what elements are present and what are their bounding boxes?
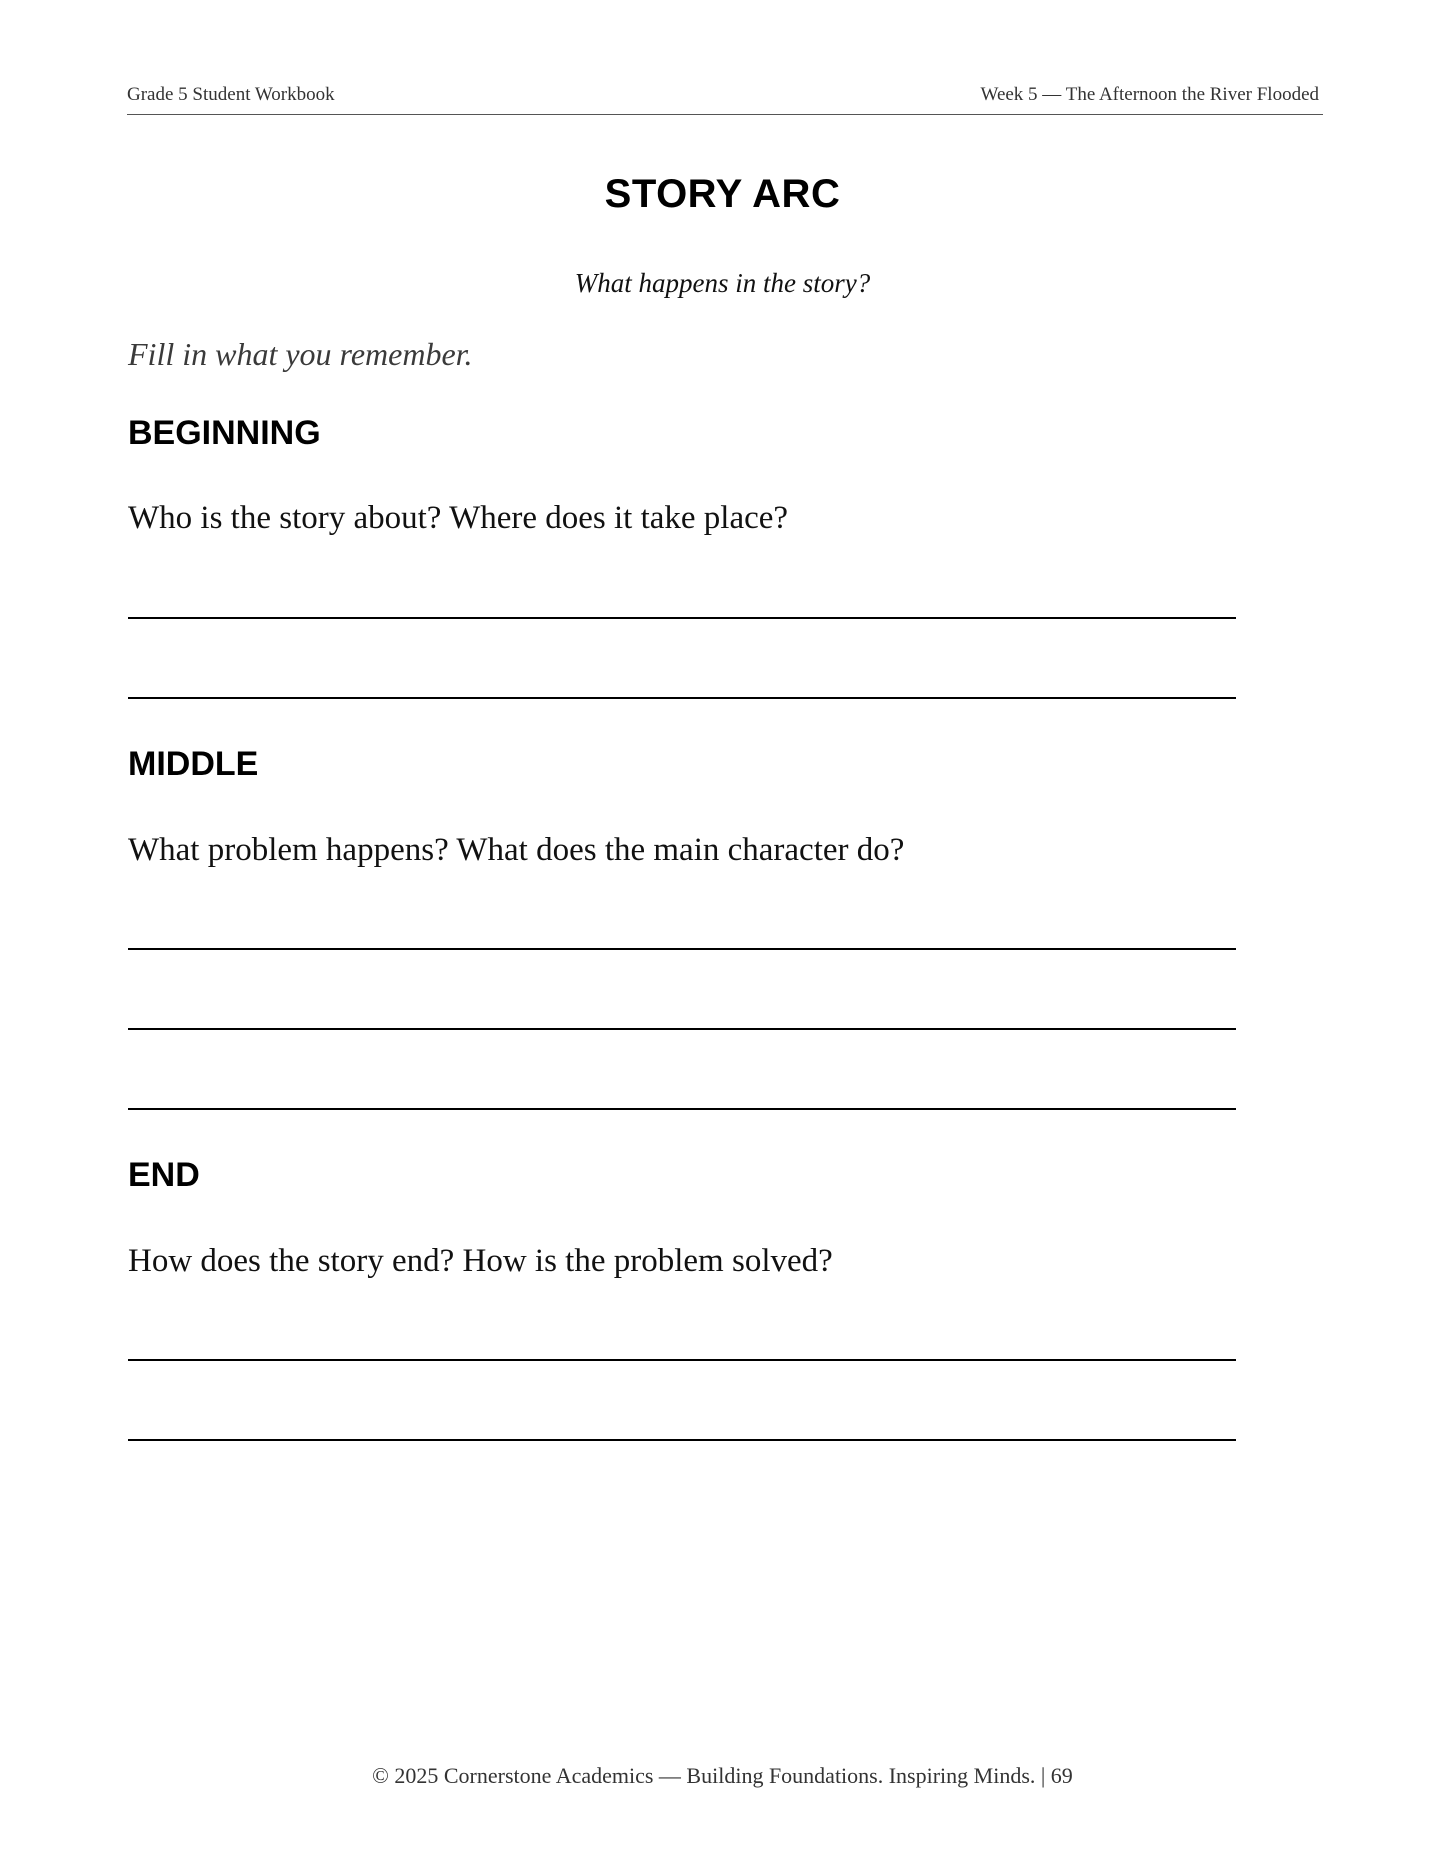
section-heading-end: END [128,1156,200,1194]
header-week-title: Week 5 — The Afternoon the River Flooded [980,84,1319,105]
answer-line-beginning-1[interactable] [128,617,1236,619]
page-subtitle: What happens in the story? [574,268,871,298]
page-footer: © 2025 Cornerstone Academics — Building Foundations. Inspiring Minds. | 69 [372,1763,1073,1788]
question-beginning: Who is the story about? Where does it take place? [128,500,789,536]
header-book-title: Grade 5 Student Workbook [127,84,335,105]
running-header [127,84,1323,115]
instruction-text: Fill in what you remember. [128,336,473,372]
answer-line-middle-3[interactable] [128,1108,1236,1110]
section-heading-middle: MIDDLE [128,745,259,783]
answer-line-middle-2[interactable] [128,1028,1236,1030]
question-middle: What problem happens? What does the main character do? [128,832,905,868]
question-end: How does the story end? How is the problem solved? [128,1243,833,1279]
answer-line-end-2[interactable] [128,1439,1236,1441]
page-title: STORY ARC [604,172,841,216]
answer-line-middle-1[interactable] [128,948,1236,950]
section-heading-beginning: BEGINNING [128,414,321,452]
answer-line-end-1[interactable] [128,1359,1236,1361]
answer-line-beginning-2[interactable] [128,697,1236,699]
